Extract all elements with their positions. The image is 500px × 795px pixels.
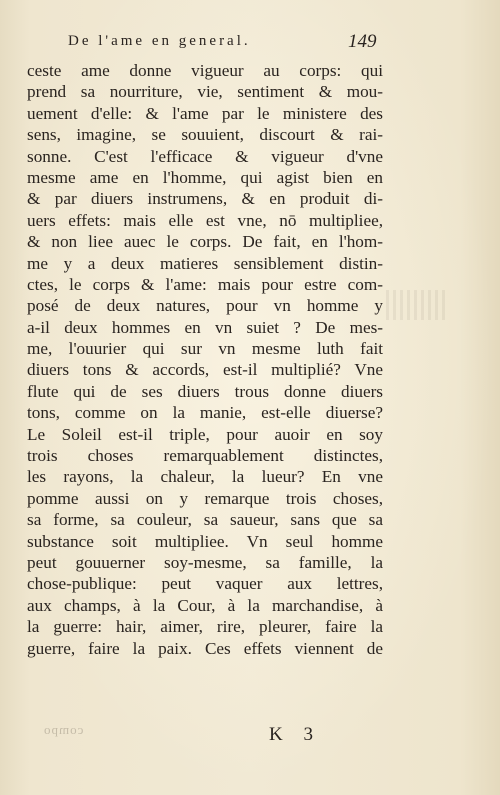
text-line: mesme ame en l'homme, qui agist bien en [27, 167, 383, 187]
text-line: prend sa nourriture, vie, sentiment & mou- [27, 82, 383, 102]
text-line: me y a deux matieres sensiblement distin- [27, 253, 383, 273]
text-line: les rayons, la chaleur, la lueur? En vne [27, 467, 383, 487]
text-line: flute qui de ses diuers trous donne diuers [27, 381, 383, 401]
bleed-through-text: compo [43, 722, 84, 737]
text-line: tons, comme on la manie, est-elle diuerse? [27, 403, 383, 423]
text-line: peut gouuerner soy-mesme, sa famille, la [27, 552, 383, 572]
page-number: 149 [348, 31, 377, 52]
running-title: De l'ame en general. [68, 33, 251, 49]
text-line: aux champs, à la Cour, à la marchandise, à [27, 595, 383, 615]
text-line: pomme aussi on y remarque trois choses, [27, 488, 383, 508]
text-line: ceste ame donne vigueur au corps: qui [27, 61, 383, 80]
paper-texture-mark [386, 290, 446, 320]
text-line: & non liee auec le corps. De fait, en l'hom- [27, 232, 383, 252]
text-line: uers effets: mais elle est vne, nō multipliee, [27, 210, 383, 230]
text-line: sonne. C'est l'efficace & vigueur d'vne [27, 146, 383, 166]
text-line: sa forme, sa couleur, sa saueur, sans que sa [27, 510, 383, 530]
text-line: uement d'elle: & l'ame par le ministere des [27, 103, 383, 123]
text-line: ctes, le corps & l'ame: mais pour estre com- [27, 274, 383, 294]
signature-mark: K 3 [269, 724, 321, 745]
text-line: & par diuers instrumens, & en produit di- [27, 189, 383, 209]
text-line: trois choses remarquablement distinctes, [27, 446, 383, 466]
text-line: me, l'ouurier qui sur vn mesme luth fait [27, 339, 383, 359]
text-line: posé de deux natures, pour vn homme y [27, 296, 383, 316]
text-line: Le Soleil est-il triple, pour auoir en soy [27, 424, 383, 444]
text-line: substance soit multipliee. Vn seul homme [27, 531, 383, 551]
text-line: a-il deux hommes en vn suiet ? De mes- [27, 317, 383, 337]
text-line: sens, imagine, se souuient, discourt & rai- [27, 125, 383, 145]
text-line: diuers tons & accords, est-il multiplié? Vne [27, 360, 383, 380]
body-text [27, 60, 383, 659]
text-line: guerre, faire la paix. Ces effets viennent de [27, 638, 383, 658]
text-line: chose-publique: peut vaquer aux lettres, [27, 574, 383, 594]
text-line: la guerre: hair, aimer, rire, pleurer, faire la [27, 617, 383, 637]
